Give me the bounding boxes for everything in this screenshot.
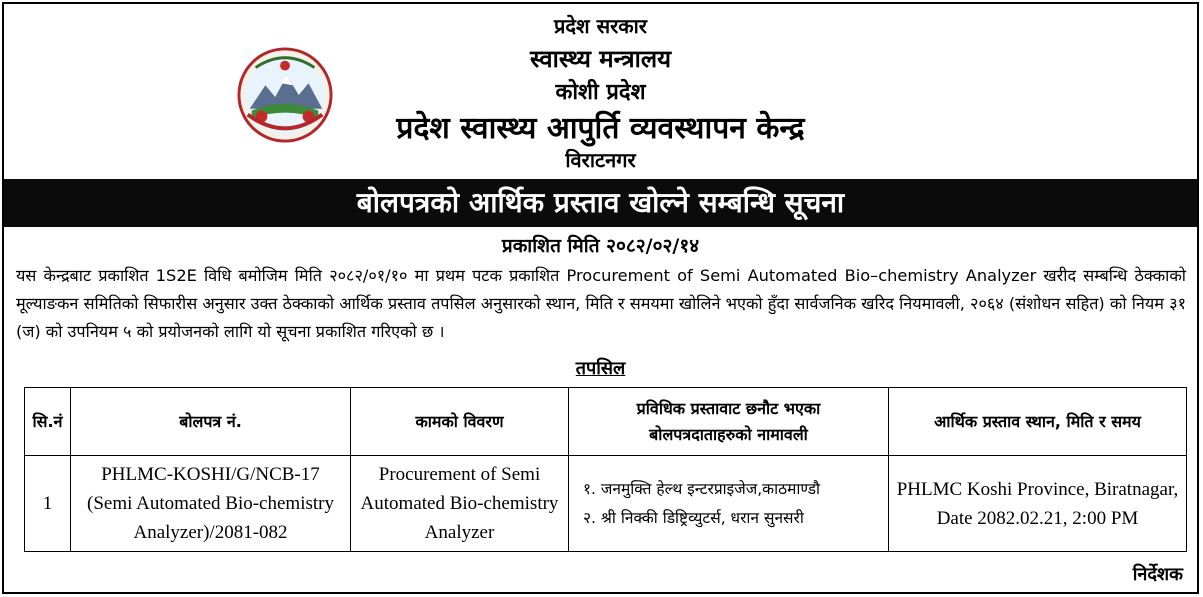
tapasil-heading: [4, 356, 1197, 380]
bidder-1: १. जनमुक्ति हेल्थ इन्टरप्राइजेज,काठमाण्डौ: [583, 479, 821, 498]
publication-date: प्रकाशित मिति २०८२/०२/१४: [501, 235, 700, 257]
header-line-1: प्रदेश सरकार: [554, 14, 647, 38]
header: [4, 4, 1197, 174]
header-financial: आर्थिक प्रस्ताव स्थान, मिति र समय: [889, 388, 1187, 456]
header-description: कामको विवरण: [351, 388, 569, 456]
notice-frame: [2, 2, 1199, 594]
bidder-2: २. श्री निक्की डिष्ट्रिव्युटर्स, धरान सुनसरी: [583, 508, 804, 527]
cell-bidders: [569, 456, 889, 552]
table-header-row: [25, 388, 1187, 456]
header-bid-no: बोलपत्र नं.: [71, 388, 351, 456]
notice-paragraph: यस केन्द्रबाट प्रकाशित 1S2E विधि बमोजिम मिति २०८२/०१/१० मा प्रथम पटक प्रकाशित Procurement of Semi Automated Bio–chemistry Analyzer खरीद सम्बन्धि ठेक्काको मूल्याङकन समितिको सिफारीस अनुसार उक्त ठेक्काको आर्थिक प्रस्ताव तपसिल अनुसारको स्थान, मिति र समयमा खोलिने भएको हुँदा सार्वजनिक खरिद नियमावली, २०६४ (संशोधन सहित) को नियम ३१ (ज) को उपनियम ५ को प्रयोजनको लागि यो सूचना प्रकाशित गरिएको छ ।: [16, 266, 1186, 341]
header-location: विराटनगर: [565, 148, 636, 172]
header-shortlisted: [569, 388, 889, 456]
table-row: [25, 456, 1187, 552]
cell-sn: 1: [25, 456, 71, 552]
header-line-3: कोशी प्रदेश: [555, 80, 646, 105]
tapasil-label: तपसिल: [575, 358, 626, 379]
header-line-2: स्वास्थ्य मन्त्रालय: [529, 45, 672, 73]
signature-director: निर्देशक: [1132, 564, 1183, 585]
header-sn: सि.नं: [25, 388, 71, 456]
schedule-table: [24, 387, 1187, 552]
header-shortlisted-line-2: बोलपत्रदाताहरुको नामावली: [649, 424, 808, 444]
notice-banner: बोलपत्रको आर्थिक प्रस्ताव खोल्ने सम्बन्धि सूचना: [4, 179, 1197, 227]
cell-description: Procurement of Semi Automated Bio-chemistry Analyzer: [351, 456, 569, 552]
cell-financial: PHLMC Koshi Province, Biratnagar, Date 2082.02.21, 2:00 PM: [889, 456, 1187, 552]
cell-bid-no: PHLMC-KOSHI/G/NCB-17 (Semi Automated Bio-chemistry Analyzer)/2081-082: [71, 456, 351, 552]
header-title: प्रदेश स्वास्थ्य आपुर्ति व्यवस्थापन केन्द्र: [396, 111, 805, 146]
header-shortlisted-line-1: प्रविधिक प्रस्तावाट छनौट भएका: [636, 398, 821, 418]
